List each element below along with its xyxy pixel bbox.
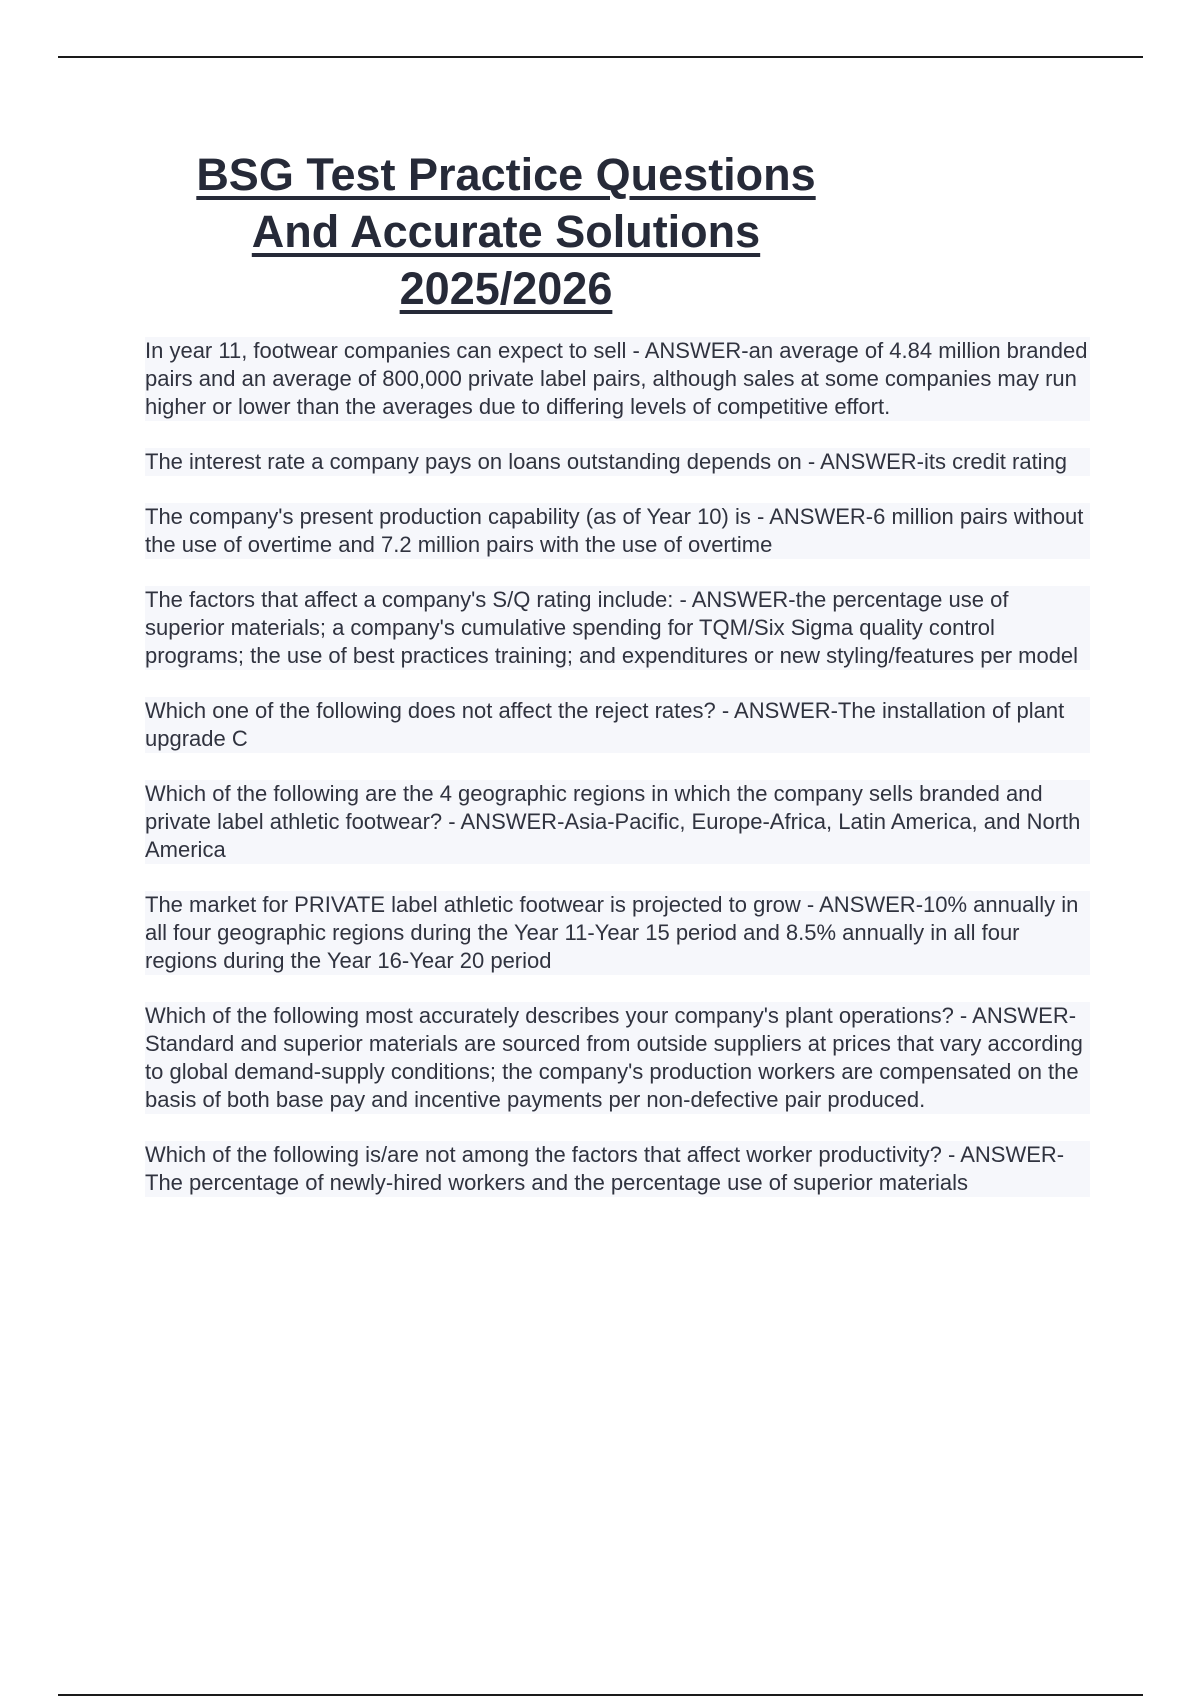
qa-list [145,337,1090,1224]
qa-item: Which one of the following does not affect the reject rates? - ANSWER-The installation of plant upgrade C [145,697,1090,753]
bottom-rule [58,1694,1143,1696]
qa-item: Which of the following are the 4 geographic regions in which the company sells branded and private label athletic footwear? - ANSWER-Asia-Pacific, Europe-Africa, Latin America, and North America [145,780,1090,864]
qa-item: The interest rate a company pays on loans outstanding depends on - ANSWER-its credit rating [145,448,1090,476]
qa-item: Which of the following most accurately describes your company's plant operations? - ANSWER-Standard and superior materials are sourced from outside suppliers at prices that vary according to global demand-supply conditions; the company's production workers are compensated on the basis of both base pay and incentive payments per non-defective pair produced. [145,1002,1090,1114]
qa-item: In year 11, footwear companies can expect to sell - ANSWER-an average of 4.84 million branded pairs and an average of 800,000 private label pairs, although sales at some companies may run higher or lower than the averages due to differing levels of competitive effort. [145,337,1090,421]
title-line-2: And Accurate Solutions [251,206,761,257]
qa-item: The market for PRIVATE label athletic footwear is projected to grow - ANSWER-10% annually in all four geographic regions during the Year 11-Year 15 period and 8.5% annually in all four regions during the Year 16-Year 20 period [145,891,1090,975]
title-line-3: 2025/2026 [399,263,613,314]
document-title [146,146,866,317]
qa-item: The company's present production capability (as of Year 10) is - ANSWER-6 million pairs without the use of overtime and 7.2 million pairs with the use of overtime [145,503,1090,559]
title-line-1: BSG Test Practice Questions [196,149,816,200]
qa-item: Which of the following is/are not among the factors that affect worker productivity? - ANSWER-The percentage of newly-hired workers and the percentage use of superior materials [145,1141,1090,1197]
qa-item: The factors that affect a company's S/Q rating include: - ANSWER-the percentage use of superior materials; a company's cumulative spending for TQM/Six Sigma quality control programs; the use of best practices training; and expenditures or new styling/features per model [145,586,1090,670]
top-rule [58,56,1143,58]
